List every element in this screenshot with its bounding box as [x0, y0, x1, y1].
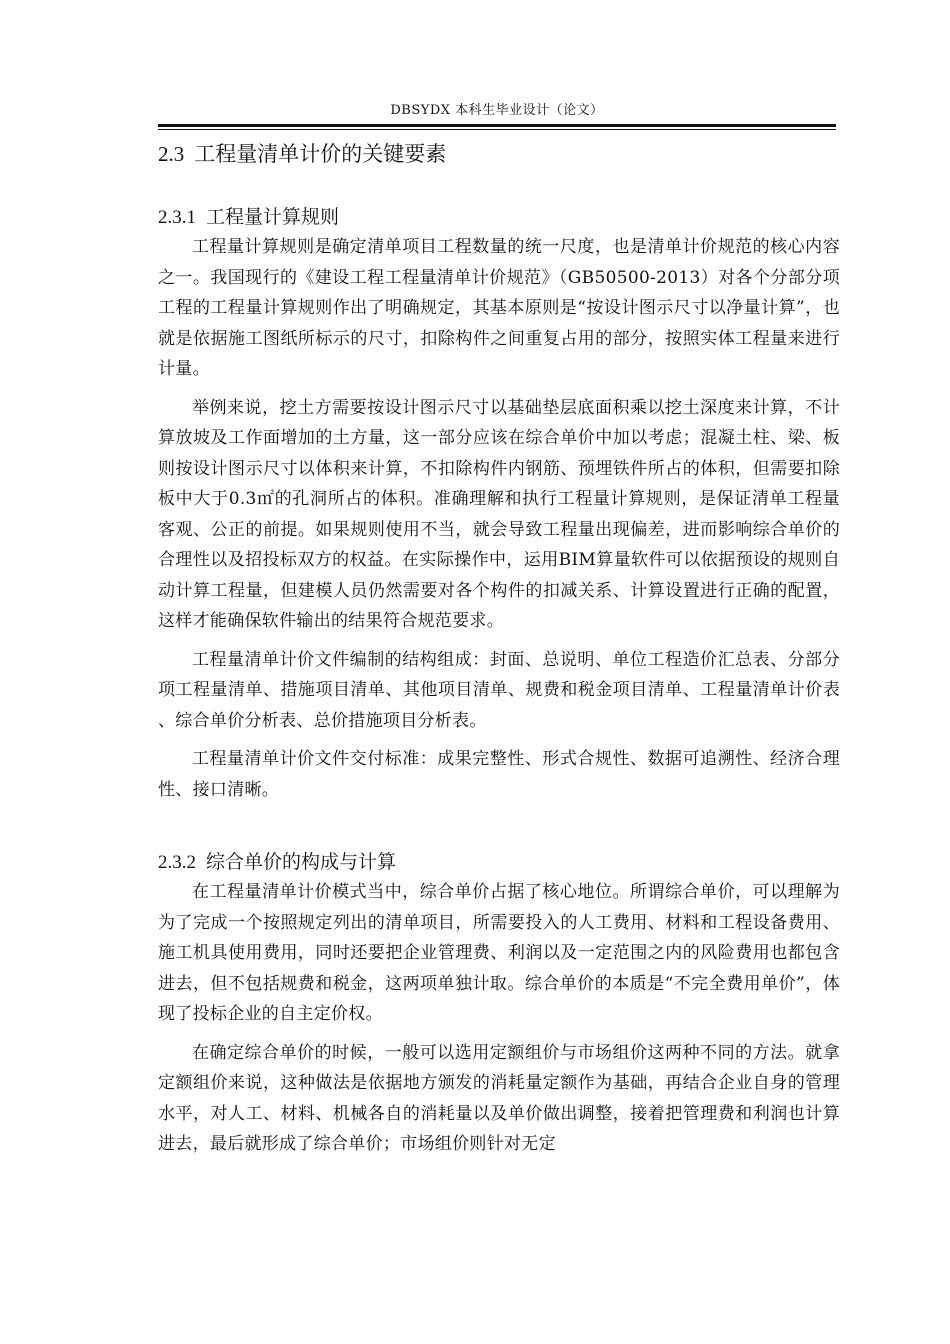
page-body — [158, 138, 840, 1168]
section-heading — [158, 138, 840, 170]
subsection-number: 2.3.1 — [158, 207, 196, 228]
section-number: 2.3 — [158, 142, 185, 166]
body-paragraph: 工程量计算规则是确定清单项目工程数量的统一尺度，也是清单计价规范的核心内容之一。我国现行的《建设工程工程量清单计价规范》（GB50500-2013）对各个分部分项工程的工程量计算规则作出了明确规定，其基本原则是“按设计图示尺寸以净量计算”，也就是依据施工图纸所标示的尺寸，扣除构件之间重复占用的部分，按照实体工程量来进行计量。 — [158, 237, 840, 379]
subsection-title: 综合单价的构成与计算 — [206, 851, 397, 873]
body-paragraph: 工程量清单计价文件交付标准：成果完整性、形式合规性、数据可追溯性、经济合理性、接口清晰。 — [158, 749, 840, 800]
spacer — [158, 170, 840, 202]
body-paragraph: 工程量清单计价文件编制的结构组成：封面、总说明、单位工程造价汇总表、分部分项工程量清单、措施项目清单、其他项目清单、规费和税金项目清单、工程量清单计价表、综合单价分析表、总价措施项目分析表。 — [158, 649, 840, 731]
section-title: 工程量清单计价的关键要素 — [194, 142, 447, 166]
subsection-title: 工程量计算规则 — [206, 206, 340, 228]
body-paragraph: 举例来说，挖土方需要按设计图示尺寸以基础垫层底面积乘以挖土深度来计算，不计算放坡及工作面增加的土方量，这一部分应该在综合单价中加以考虑；混凝土柱、梁、板则按设计图示尺寸以体积来计算，不扣除构件内钢筋、预埋铁件所占的体积，但需要扣除板中大于0.3㎡的孔洞所占的体积。准确理解和执行工程量计算规则，是保证清单工程量客观、公正的前提。如果规则使用不当，就会导致工程量出现偏差，进而影响综合单价的合理性以及招投标双方的权益。在实际操作中，运用BIM算量软件可以依据预设的规则自动计算工程量，但建模人员仍然需要对各个构件的扣减关系、计算设置进行正确的配置，这样才能确保软件输出的结果符合规范要求。 — [158, 397, 840, 631]
body-paragraph: 在确定综合单价的时候，一般可以选用定额组价与市场组价这两种不同的方法。就拿定额组价来说，这种做法是依据地方颁发的消耗量定额作为基础，再结合企业自身的管理水平，对人工、材料、机械各自的消耗量以及单价做出调整，接着把管理费和利润也计算进去，最后就形成了综合单价；市场组价则针对无定 — [158, 1042, 840, 1154]
subsection-heading — [158, 847, 840, 877]
header-rule-thick — [158, 124, 836, 127]
header-rule-thin — [158, 129, 836, 130]
running-header: DBSYDX 本科生毕业设计（论文） — [390, 103, 604, 118]
body-paragraph: 在工程量清单计价模式当中，综合单价占据了核心地位。所谓综合单价，可以理解为为了完成一个按照规定列出的清单项目，所需要投入的人工费用、材料和工程设备费用、施工机具使用费用，同时还要把企业管理费、利润以及一定范围之内的风险费用也都包含进去，但不包括规费和税金，这两项单独计取。综合单价的本质是“不完全费用单价”，体现了投标企业的自主定价权。 — [158, 882, 840, 1024]
subsection-heading — [158, 202, 840, 232]
subsection-number: 2.3.2 — [158, 852, 196, 873]
spacer — [158, 813, 840, 847]
